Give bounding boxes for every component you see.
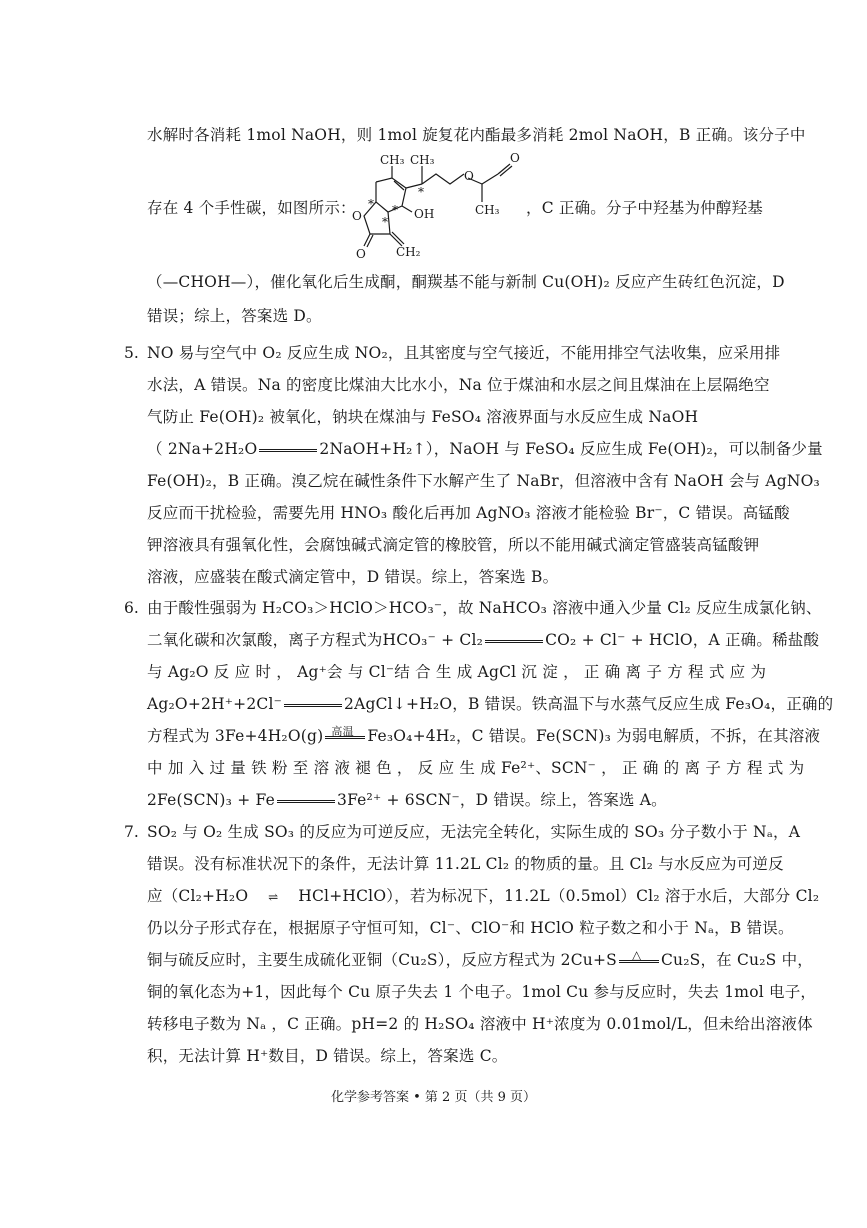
page-footer: 化学参考答案 • 第 2 页（共 9 页） [330,1090,536,1105]
text-line: 中 加 入 过 量 铁 粉 至 溶 液 褪 色 ， 反 应 生 成 Fe²⁺、SCN⁻ ， 正 确 的 离 子 方 程 式 为 [147,759,805,777]
equation-right: 3Fe²⁺ + 6SCN⁻，D 错误。综上，答案选 A。 [337,791,667,809]
text-line: 与 Ag₂O 反 应 时 ， Ag⁺会 与 Cl⁻结 合 生 成 AgCl 沉 淀 ， 正 确 离 子 方 程 式 应 为 [147,663,767,681]
equation-line [147,790,667,810]
equation-left: 二氧化碳和次氯酸，离子方程式为HCO₃⁻ + Cl₂ [147,631,484,649]
text-line: 水解时各消耗 1mol NaOH，则 1mol 旋复花内酯最多消耗 2mol NaOH，B 正确。该分子中 [147,126,806,144]
methylene-label: CH₂ [396,245,421,259]
condition-arrow [325,724,365,739]
chiral-star: * [418,185,424,199]
text-line: Fe(OH)₂，B 正确。溴乙烷在碱性条件下水解产生了 NaBr，但溶液中含有 NaOH 会与 AgNO₃ [147,472,820,490]
methyl-label: CH₃ [410,153,435,167]
equation-line [147,694,833,714]
equation-line [147,630,819,650]
equation-line [147,726,820,746]
equation-right: 2NaOH+H₂↑），NaOH 与 FeSO₄ 反应生成 Fe(OH)₂，可以制备少量 [319,440,823,458]
text-line: NO 易与空气中 O₂ 反应生成 NO₂，且其密度与空气接近，不能用排空气法收集，应采用排 [147,344,781,362]
equation-line [147,947,813,970]
text-line: 钾溶液具有强氧化性，会腐蚀碱式滴定管的橡胶管，所以不能用碱式滴定管盛装高锰酸钾 [147,536,760,554]
text-line: （—CHOH—），催化氧化后生成酮，酮羰基不能与新制 Cu(OH)₂ 反应产生砖红色沉淀，D [147,273,785,291]
equals-sign [485,640,543,643]
text-line: ，C 正确。分子中羟基为仲醇羟基 [526,199,763,217]
text-line: 水法，A 错误。Na 的密度比煤油大比水小，Na 位于煤油和水层之间且煤油在上层隔绝空 [147,376,770,394]
equation-right: 2AgCl↓+H₂O，B 错误。铁高温下与水蒸气反应生成 Fe₃O₄，正确的 [344,695,834,713]
ester-oxygen-label: O [464,169,474,183]
heat-symbol: △ [631,947,642,962]
equation-right: Cu₂S，在 Cu₂S 中， [660,951,813,969]
carbonyl-oxygen-label: O [356,247,366,260]
chiral-star: * [382,215,388,229]
equation-line [147,886,819,906]
text-line: 仍以分子形式存在，根据原子守恒可知，Cl⁻、ClO⁻和 HClO 粒子数之和小于 Nₐ，B 错误。 [147,919,794,937]
hydroxyl-label: OH [414,207,435,221]
methyl-label: CH₃ [380,153,405,167]
condition-label: 高温 [331,724,354,738]
question-number: 5. [124,344,139,362]
equation-left: 铜与硫反应时，主要生成硫化亚铜（Cu₂S），反应方程式为 2Cu+S [147,951,617,969]
text-line: 反应而干扰检验，需要先用 HNO₃ 酸化后再加 AgNO₃ 溶液才能检验 Br⁻，C 错误。高锰酸 [147,504,790,522]
text-line: 错误。没有标准状况下的条件，无法计算 11.2L Cl₂ 的物质的量。且 Cl₂ 与水反应为可逆反 [147,855,784,873]
equation-left: （ 2Na+2H₂O [147,440,258,458]
equation-right: CO₂ + Cl⁻ + HClO，A 正确。稀盐酸 [545,631,820,649]
question-number: 6. [124,599,139,617]
chiral-star: * [368,197,374,211]
ester-methyl-label: CH₃ [475,203,500,217]
text-line: 存在 4 个手性碳，如图所示： [147,199,356,217]
equation-right: HCl+HClO），若为标况下，11.2L（0.5mol）Cl₂ 溶于水后，大部分 Cl₂ [298,887,820,905]
condition-arrow [619,947,659,963]
equation-left: 应（Cl₂+H₂O [147,887,249,905]
text-line: SO₂ 与 O₂ 生成 SO₃ 的反应为可逆反应，无法完全转化，实际生成的 SO₃ 分子数小于 Nₐ，A [147,823,801,841]
equation-line [147,439,823,459]
text-line: 转移电子数为 Nₐ ，C 正确。pH=2 的 H₂SO₄ 溶液中 H⁺浓度为 0.01mol/L，但未给出溶液体 [147,1015,813,1033]
text-line: 错误；综上，答案选 D。 [147,307,322,325]
equals-sign [277,800,335,803]
question-number: 7. [124,823,139,841]
ring-oxygen-label: O [352,209,362,223]
text-line: 铜的氧化态为+1，因此每个 Cu 原子失去 1 个电子。1mol Cu 参与反应时，失去 1mol 电子， [147,983,817,1001]
equation-left: Ag₂O+2H⁺+2Cl⁻ [147,695,283,713]
text-line: 由于酸性强弱为 H₂CO₃＞HClO＞HCO₃⁻，故 NaHCO₃ 溶液中通入少量 Cl₂ 反应生成氯化钠、 [147,599,822,617]
reversible-arrow: ⇌ [268,890,279,904]
chiral-star: * [392,203,398,217]
chemical-structure-diagram [330,150,530,260]
equals-sign [284,704,342,707]
text-line: 积，无法计算 H⁺数目，D 错误。综上，答案选 C。 [147,1047,508,1065]
equals-sign [259,449,317,452]
equation-left: 2Fe(SCN)₃ + Fe [147,791,276,809]
equation-right: Fe₃O₄+4H₂，C 错误。Fe(SCN)₃ 为弱电解质，不拆，在其溶液 [367,727,821,745]
text-line: 气防止 Fe(OH)₂ 被氧化，钠块在煤油与 FeSO₄ 溶液界面与水反应生成 NaOH [147,408,699,426]
ester-carbonyl-label: O [510,151,520,165]
equation-left: 方程式为 3Fe+4H₂O(g) [147,727,324,745]
text-line: 溶液，应盛装在酸式滴定管中，D 错误。综上，答案选 B。 [147,568,559,586]
